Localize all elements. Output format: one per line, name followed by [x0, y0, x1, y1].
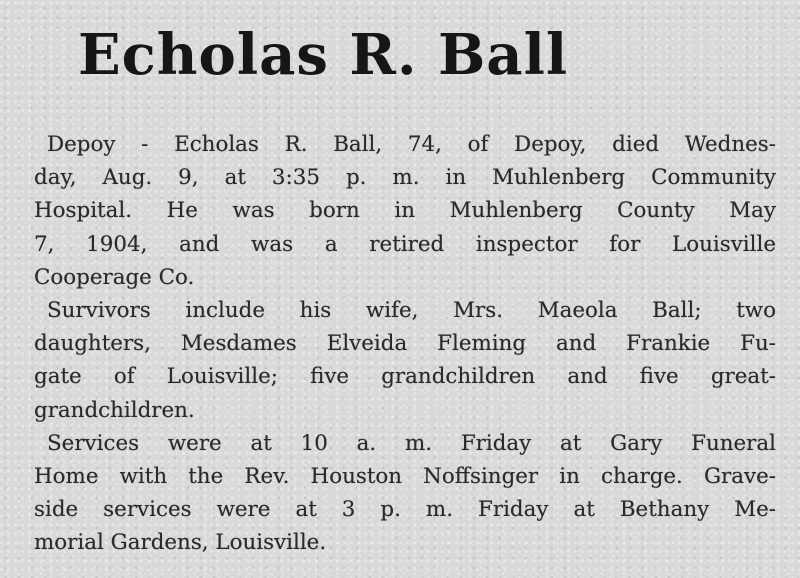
body-line: Hospital. He was born in Muhlenberg County May	[34, 198, 776, 224]
body-line: daughters, Mesdames Elveida Fleming and Frankie Fu-	[34, 331, 776, 357]
body-line: morial Gardens, Louisville.	[34, 530, 327, 556]
body-line: 7, 1904, and was a retired inspector for Louisville	[34, 231, 776, 257]
body-line: Survivors include his wife, Mrs. Maeola Ball; two	[47, 298, 776, 324]
body-line: Depoy - Echolas R. Ball, 74, of Depoy, died Wednes-	[47, 132, 776, 157]
body-line: grandchildren.	[34, 397, 195, 423]
body-line: side services were at 3 p. m. Friday at Bethany Me-	[34, 497, 776, 523]
body-line: Home with the Rev. Houston Noffsinger in charge. Grave-	[34, 464, 776, 490]
body-line: Services were at 10 a. m. Friday at Gary Funeral	[47, 430, 776, 456]
body-line: day, Aug. 9, at 3:35 p. m. in Muhlenberg Community	[34, 165, 776, 191]
obituary-headline: Echolas R. Ball	[78, 22, 569, 88]
obituary-body	[34, 128, 776, 560]
body-line: Cooperage Co.	[34, 264, 195, 290]
body-line: gate of Louisville; five grandchildren and five great-	[34, 364, 776, 390]
